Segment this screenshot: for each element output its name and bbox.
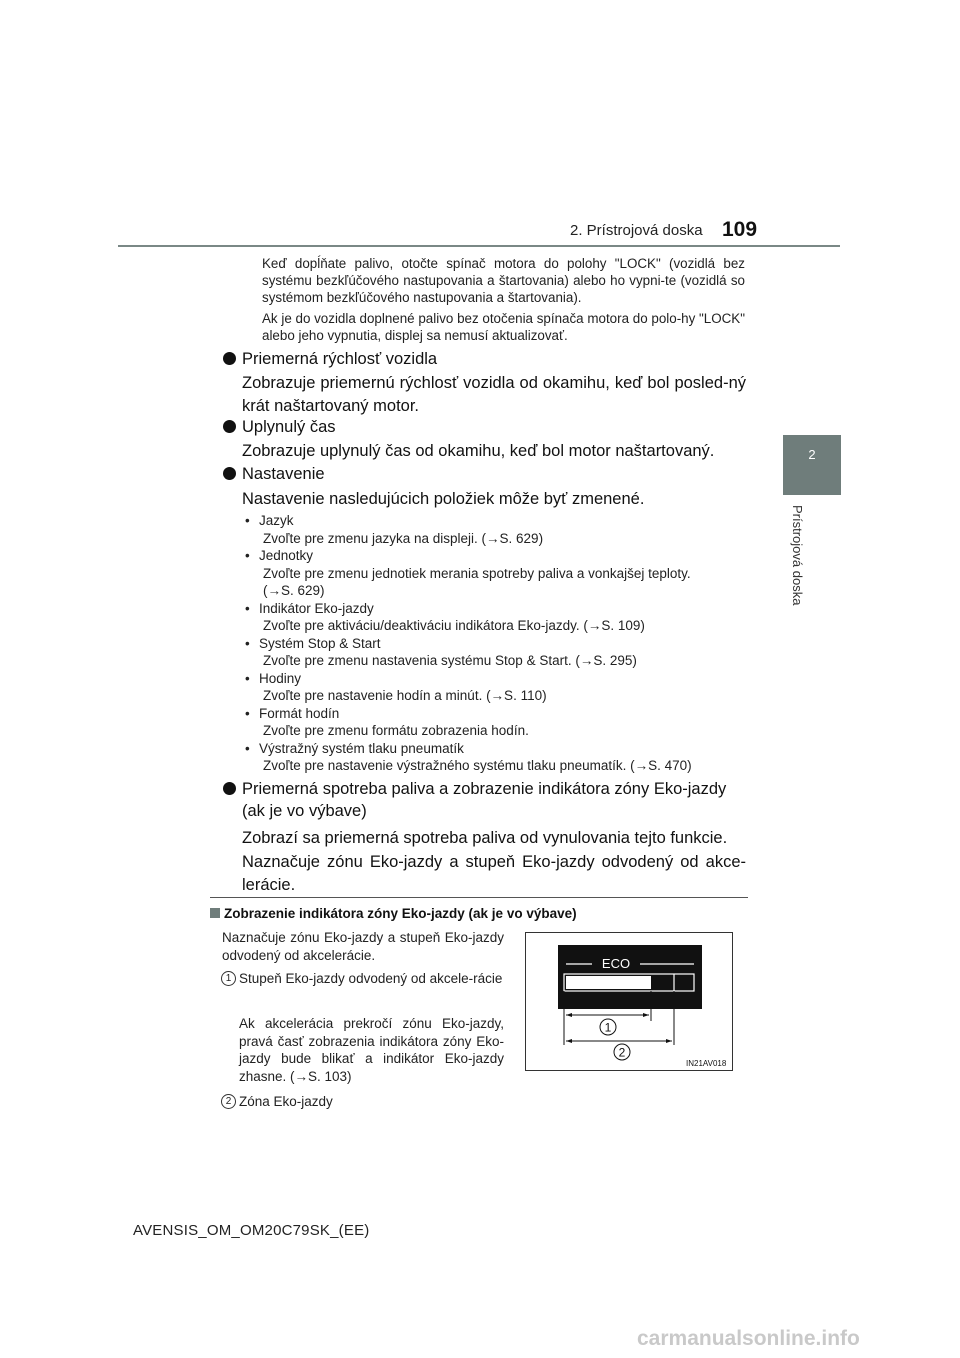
avg-speed-text: Zobrazuje priemernú rýchlosť vozidla od okamihu, keď bol posled-ný krát naštartovaný motor. xyxy=(242,374,746,415)
eco-intro: Naznačuje zónu Eko-jazdy a stupeň Eko-jazdy odvodený od akcelerácie. xyxy=(222,930,504,963)
list-item: • Hodiny Zvoľte pre nastavenie hodín a minút. (→S. 110) xyxy=(245,670,750,705)
list-item-title: Systém Stop & Start xyxy=(259,635,381,651)
chapter-tab-number: 2 xyxy=(808,447,816,462)
list-item-desc: Zvoľte pre zmenu formátu zobrazenia hodín. xyxy=(263,723,529,738)
chapter-tab xyxy=(783,435,841,495)
watermark: carmanualsonline.info xyxy=(637,1327,860,1350)
list-item-desc: Zvoľte pre zmenu jazyka na displeji. (→S. 629) xyxy=(263,530,544,546)
bullet-icon xyxy=(223,352,236,365)
list-item: • Jednotky Zvoľte pre zmenu jednotiek merania spotreby paliva a vonkajšej teploty. (→S. 629) xyxy=(245,547,750,600)
chapter-tab-label: Prístrojová doska xyxy=(790,505,805,606)
list-item-title: Formát hodín xyxy=(259,705,340,721)
list-item-title: Výstražný systém tlaku pneumatík xyxy=(259,740,464,756)
settings-heading-text: Nastavenie xyxy=(242,465,325,483)
eco-indicator-figure xyxy=(525,932,733,1071)
eco-zone-text: Naznačuje zónu Eko-jazdy a stupeň Eko-jazdy odvodený od akce-lerácie. xyxy=(242,853,746,894)
section-divider xyxy=(210,897,748,898)
eco-level-bar xyxy=(566,976,651,989)
avg-fuel-heading-text: Priemerná spotreba paliva a zobrazenie indikátora zóny Eko-jazdy xyxy=(242,780,727,798)
elapsed-time-heading xyxy=(223,416,336,438)
list-item-desc: Zvoľte pre nastavenie hodín a minút. (→S. 110) xyxy=(263,688,547,703)
display-update-note: Ak je do vozidla doplnené palivo bez otočenia spínača motora do polo-hy "LOCK" alebo jeho vypnutia, displej sa nemusí aktualizovať. xyxy=(262,311,745,343)
list-item-desc: Zvoľte pre aktiváciu/deaktiváciu indikátora Eko-jazdy. (→S. 109) xyxy=(263,618,645,633)
callout-1-note: Ak akcelerácia prekročí zónu Eko-jazdy, pravá časť zobrazenia indikátora zóny Eko-jazdy bude blikať a indikátor Eko-jazdy zhasne. (→S. 103) xyxy=(239,1016,504,1084)
list-item-ref: (→S. 629) xyxy=(263,583,325,598)
avg-fuel-heading xyxy=(223,778,726,800)
display-label: ECO xyxy=(601,956,631,971)
arrowhead-icon xyxy=(566,1013,572,1017)
callout-2-icon: 2 xyxy=(221,1094,236,1109)
list-item-title: Hodiny xyxy=(259,670,302,686)
figure-id: IN21AV018 xyxy=(686,1059,727,1068)
list-item: • Systém Stop & Start Zvoľte pre zmenu nastavenia systému Stop & Start. (→S. 295) xyxy=(245,635,750,670)
bullet-icon xyxy=(223,467,236,480)
bullet-icon xyxy=(223,782,236,795)
list-item: • Výstražný systém tlaku pneumatík Zvoľte pre nastavenie výstražného systému tlaku pneumatík. (→S. 470) xyxy=(245,740,750,775)
eco-section-title-text: Zobrazenie indikátora zóny Eko-jazdy (ak je vo výbave) xyxy=(224,906,577,921)
settings-heading xyxy=(223,463,325,485)
running-header-section: 2. Prístrojová doska xyxy=(570,222,703,239)
marker-1-label: 1 xyxy=(604,1020,612,1035)
marker-2-label: 2 xyxy=(618,1045,626,1060)
elapsed-time-text: Zobrazuje uplynulý čas od okamihu, keď bol motor naštartovaný. xyxy=(242,442,715,460)
arrowhead-icon xyxy=(666,1039,672,1043)
callout-1-icon: 1 xyxy=(221,971,236,986)
eco-indicator-diagram xyxy=(526,933,732,1070)
avg-fuel-heading-line2: (ak je vo výbave) xyxy=(242,802,367,820)
eco-section-title xyxy=(210,906,577,921)
square-bullet-icon xyxy=(210,908,220,918)
list-item: • Formát hodín Zvoľte pre zmenu formátu zobrazenia hodín. xyxy=(245,705,750,740)
header-divider xyxy=(118,245,840,247)
settings-list xyxy=(245,512,750,775)
bullet-icon xyxy=(223,420,236,433)
settings-text: Nastavenie nasledujúcich položiek môže byť zmenené. xyxy=(242,490,645,508)
list-item-desc: Zvoľte pre nastavenie výstražného systému tlaku pneumatík. (→S. 470) xyxy=(263,758,692,773)
arrowhead-icon xyxy=(643,1013,649,1017)
refuel-note: Keď dopĺňate palivo, otočte spínač motora do polohy "LOCK" (vozidlá bez systému bezkľúčového nastupovania a štartovania) alebo ho vypni-te (vozidlá so systémom bezkľúčového nastupovania a štartovania). xyxy=(262,256,745,305)
list-item-title: Jazyk xyxy=(259,513,294,528)
avg-speed-heading xyxy=(223,348,437,370)
list-item-title: Jednotky xyxy=(259,548,314,563)
page-number: 109 xyxy=(722,218,758,241)
document-code: AVENSIS_OM_OM20C79SK_(EE) xyxy=(133,1222,370,1239)
avg-fuel-text: Zobrazí sa priemerná spotreba paliva od vynulovania tejto funkcie. xyxy=(242,829,728,847)
list-item: • Indikátor Eko-jazdy Zvoľte pre aktiváciu/deaktiváciu indikátora Eko-jazdy. (→S. 109) xyxy=(245,600,750,635)
avg-speed-heading-text: Priemerná rýchlosť vozidla xyxy=(242,350,438,368)
callout-2-text: Zóna Eko-jazdy xyxy=(239,1094,333,1109)
list-item: • Jazyk Zvoľte pre zmenu jazyka na displeji. (→S. 629) xyxy=(245,512,750,547)
callout-1-text: Stupeň Eko-jazdy odvodený od akcele-rácie xyxy=(239,971,503,986)
arrowhead-icon xyxy=(566,1039,572,1043)
list-item-title: Indikátor Eko-jazdy xyxy=(259,600,374,616)
list-item-desc: Zvoľte pre zmenu jednotiek merania spotreby paliva a vonkajšej teploty. xyxy=(263,565,691,581)
list-item-desc: Zvoľte pre zmenu nastavenia systému Stop & Start. (→S. 295) xyxy=(263,653,637,668)
elapsed-time-heading-text: Uplynulý čas xyxy=(242,418,336,436)
